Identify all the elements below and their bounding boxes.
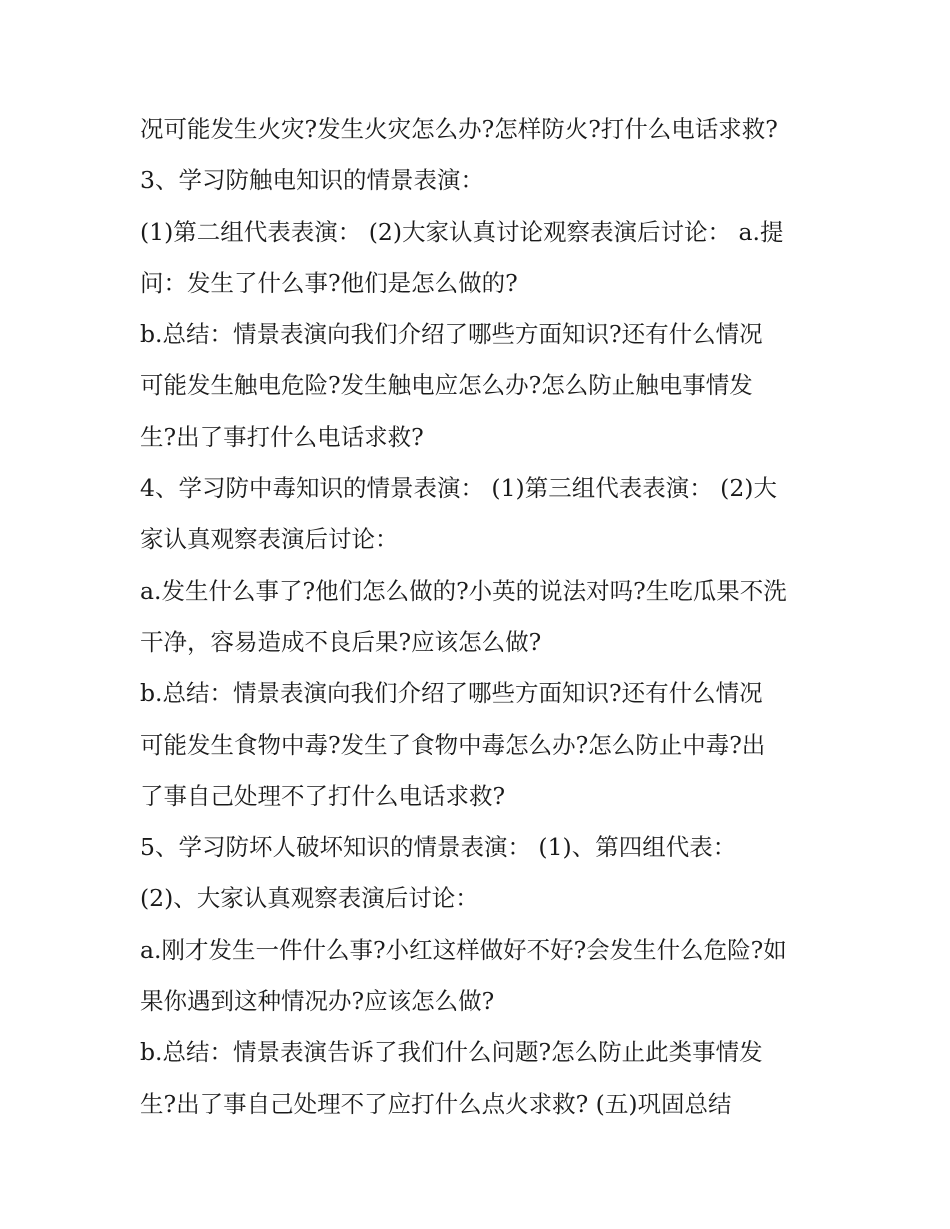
text-line: a.刚才发生一件什么事?小红这样做好不好?会发生什么危险?如: [140, 935, 787, 964]
text-line: (2)、大家认真观察表演后讨论：: [140, 884, 479, 913]
text-line: 干净，容易造成不良后果?应该怎么做?: [140, 627, 542, 656]
text-line: 可能发生触电危险?发生触电应怎么办?怎么防止触电事情发: [140, 371, 753, 400]
text-line: 果你遇到这种情况办?应该怎么做?: [140, 987, 495, 1016]
text-line: 了事自己处理不了打什么电话求救?: [140, 781, 506, 810]
text-line: 家认真观察表演后讨论：: [140, 525, 399, 554]
text-line: 问：发生了什么事?他们是怎么做的?: [140, 268, 518, 297]
section-heading-5: 5、学习防坏人破坏知识的情景表演： (1)、第四组代表：: [140, 833, 737, 862]
text-line: b.总结：情景表演向我们介绍了哪些方面知识?还有什么情况: [140, 320, 763, 349]
text-line: (1)第二组代表表演： (2)大家认真讨论观察表演后讨论： a.提: [140, 217, 784, 246]
text-line: 生?出了事打什么电话求救?: [140, 422, 424, 451]
text-line: 可能发生食物中毒?发生了食物中毒怎么办?怎么防止中毒?出: [140, 730, 766, 759]
text-line: a.发生什么事了?他们怎么做的?小英的说法对吗?生吃瓜果不洗: [140, 576, 787, 605]
text-line: 生?出了事自己处理不了应打什么点火求救? (五)巩固总结: [140, 1089, 732, 1118]
section-heading-3: 3、学习防触电知识的情景表演：: [140, 166, 484, 195]
document-body: [140, 104, 820, 1130]
text-line: b.总结：情景表演告诉了我们什么问题?怎么防止此类事情发: [140, 1038, 763, 1067]
text-line: b.总结：情景表演向我们介绍了哪些方面知识?还有什么情况: [140, 679, 763, 708]
text-line: 况可能发生火灾?发生火灾怎么办?怎样防火?打什么电话求救?: [140, 115, 778, 143]
section-heading-4: 4、学习防中毒知识的情景表演： (1)第三组代表表演： (2)大: [140, 474, 777, 503]
